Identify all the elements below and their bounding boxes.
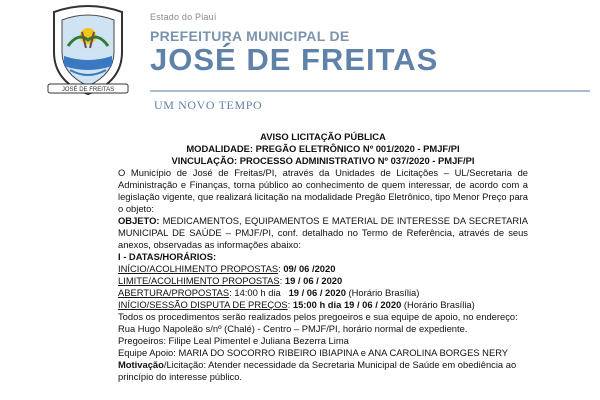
intro-paragraph: O Município de José de Freitas/PI, através da Unidades de Licitações – UL/Secretaria de Administração e Finanças, torna público ao conhecimento de quem interessar, de acordo com a legislação vigente, que realizará licitação na modalidade Pregão Eletrônico, tipo Menor Preço para o objeto: [118,167,528,214]
vinculacao-line: VINCULAÇÃO: PROCESSO ADMINISTRATIVO Nº 037/2020 - PMJF/PI [171,155,475,166]
motivacao-label: Motivação [118,359,164,370]
slogan: UM NOVO TEMPO [154,98,263,112]
notice-title: AVISO LICITAÇÃO PÚBLICA [260,131,386,142]
objeto-paragraph [118,215,528,251]
date-row [118,275,528,287]
municipal-crest-icon [40,2,136,98]
pregoeiros-line: Pregoeiros: Filipe Leal Pimentel e Juliana Bezerra Lima [118,335,349,346]
date-label: LIMITE/ACOLHIMENTO PROPOSTAS [118,275,280,286]
date-value: 09/ 06 /2020 [283,263,336,274]
date-value: 15:00 h dia 19 / 06 / 2020 [292,299,402,310]
date-extra: (Horário Brasília) [345,287,420,298]
divider [150,90,590,92]
procedures-paragraph: Todos os procedimentos serão realizados pelos pregoeiros e sua equipe de apoio, no endereço: Rua Hugo Napoleão s/nº (Chalé) - Centro – PMJF/PI, horário normal de expediente. [118,311,518,334]
date-sep: : [279,275,285,286]
motivacao-paragraph [118,359,528,383]
section-heading: I - DATAS/HORÁRIOS: [118,251,217,262]
date-sep: : [287,299,293,310]
date-row [118,287,528,299]
date-label: INÍCIO/ACOLHIMENTO PROPOSTAS [118,263,279,274]
prefeitura-label: PREFEITURA MUNICIPAL DE [150,28,350,44]
date-sep: : [278,263,284,274]
date-row [118,299,528,311]
objeto-text: MEDICAMENTOS, EQUIPAMENTOS E MATERIAL DE INTERESSE DA SECRETARIA MUNICIPAL DE SAÚDE – PMJF/PI, conf. detalhado no Termo de Referência, através de seus anexos, observadas as informações abaixo: [118,215,528,250]
motivacao-text: /Licitação: Atender necessidade da Secretaria Municipal de Saúde em obediência ao princípio do interesse público. [118,359,517,382]
date-label: ABERTURA/PROPOSTAS [118,287,230,298]
date-extra: (Horário Brasília) [401,299,475,310]
notice-body [118,131,528,383]
state-name: Estado do Piauí [150,12,217,22]
city-name: JOSÉ DE FREITAS [150,42,439,77]
objeto-label: OBJETO: [118,215,160,226]
modalidade-line: MODALIDADE: PREGÃO ELETRÔNICO Nº 001/2020 - PMJF/PI [186,143,460,154]
date-label: INÍCIO/SESSÃO DISPUTA DE PREÇOS [118,299,288,310]
equipe-line: Equipe Apoio: MARIA DO SOCORRO RIBEIRO IBIAPINA e ANA CAROLINA BORGES NERY [118,347,509,358]
date-row [118,263,528,275]
crest-banner-text: JOSÉ DE FREITAS [61,87,115,93]
date-value: 19 / 06 / 2020 [288,287,346,298]
date-sep: : 14:00 h dia [229,287,289,298]
letterhead [0,0,600,118]
date-value: 19 / 06 / 2020 [284,275,343,286]
